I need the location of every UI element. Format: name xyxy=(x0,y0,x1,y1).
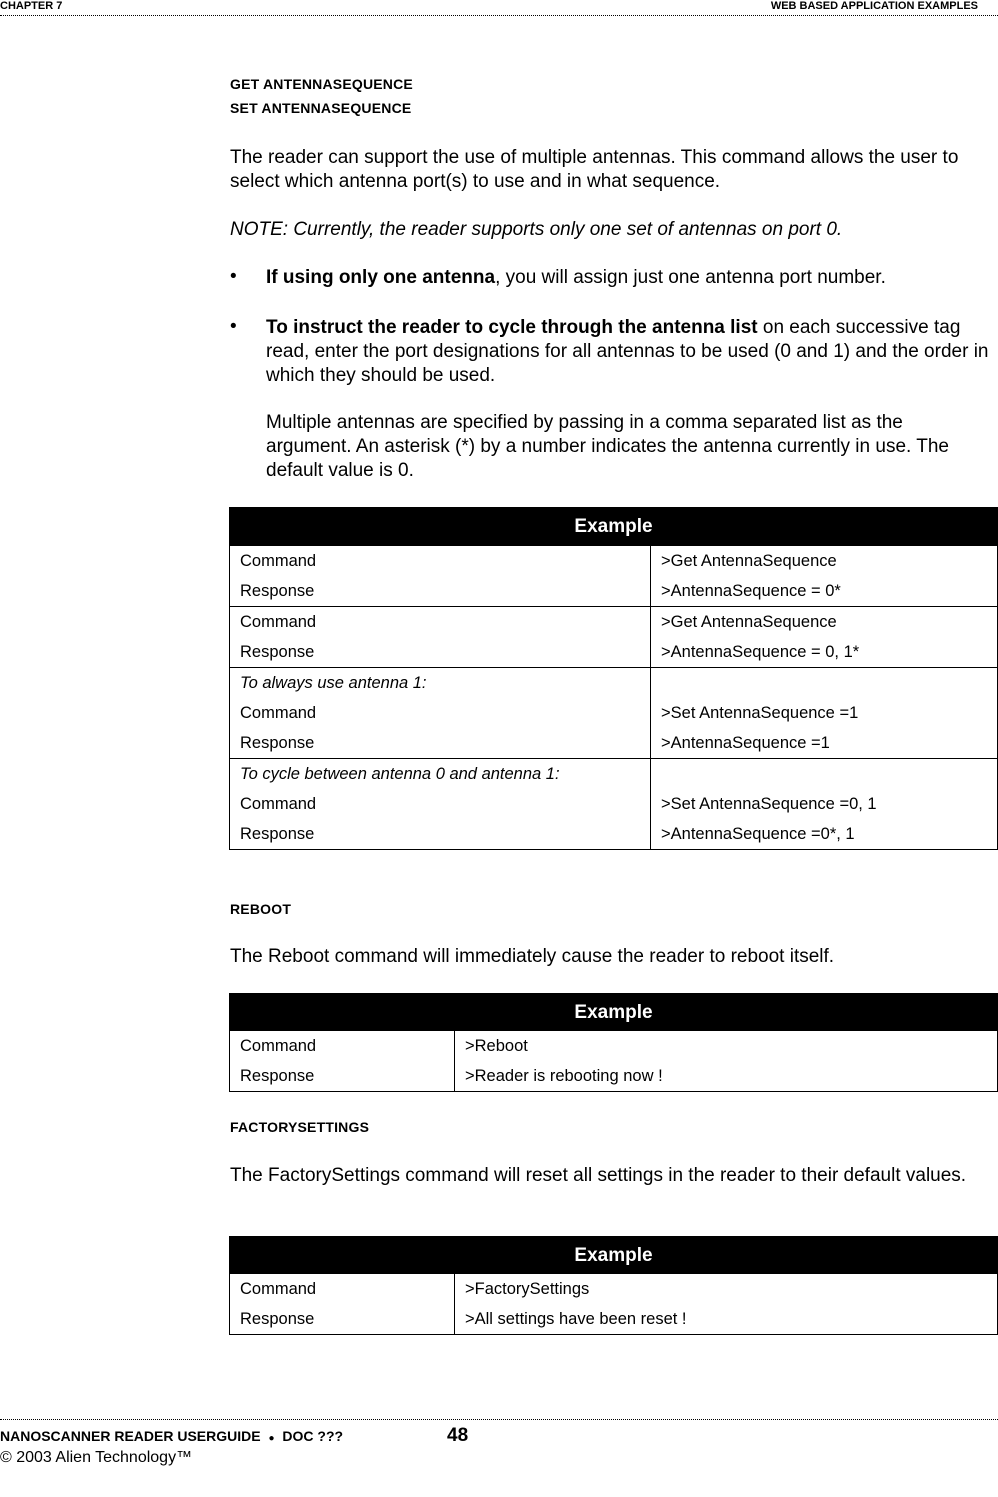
table-row xyxy=(230,637,997,667)
cell: Response xyxy=(240,734,315,752)
cell: Response xyxy=(240,825,315,843)
reboot-example-table xyxy=(229,993,998,1092)
table-row xyxy=(230,789,997,819)
section-title-factorysettings: FACTORYSETTINGS xyxy=(230,1119,370,1135)
copyright: © 2003 Alien Technology™ xyxy=(0,1449,193,1466)
cell: >Get AntennaSequence xyxy=(661,613,837,631)
reboot-paragraph: The Reboot command will immediately cause the reader to reboot itself. xyxy=(230,946,835,967)
cell: To always use antenna 1: xyxy=(240,674,427,692)
table-body xyxy=(230,1031,997,1091)
antennasequence-example-table xyxy=(229,507,998,850)
bullet-paragraph: Multiple antennas are specified by passing in a comma separated list as the argument. An asterisk (*) by a number indicates the antenna currently in use. The default value is 0. xyxy=(266,412,949,481)
bullet-item-cycle xyxy=(266,316,991,388)
cell: >Reboot xyxy=(465,1037,528,1055)
section-title-get-antennasequence: GET ANTENNASEQUENCE xyxy=(230,76,413,92)
cell: Command xyxy=(240,704,317,722)
bullet-text: , you will assign just one antenna port number. xyxy=(495,267,886,288)
cell: >AntennaSequence =1 xyxy=(661,734,830,752)
cell: >AntennaSequence =0*, 1 xyxy=(661,825,855,843)
table-header: Example xyxy=(230,994,997,1031)
table-caption xyxy=(230,759,997,789)
bullet-item-one-antenna xyxy=(266,266,991,290)
table-row xyxy=(230,1031,997,1061)
doc-number: DOC ??? xyxy=(282,1428,344,1444)
bullet-icon: • xyxy=(230,316,237,337)
table-row xyxy=(230,728,997,758)
cell: To cycle between antenna 0 and antenna 1: xyxy=(240,765,560,783)
table-row xyxy=(230,546,997,576)
cell: Command xyxy=(240,613,317,631)
guide-name: NANOSCANNER READER USERGUIDE xyxy=(0,1428,261,1444)
table-row xyxy=(230,1274,997,1304)
bullet-bold: If using only one antenna xyxy=(266,267,496,288)
cell: Response xyxy=(240,1067,315,1085)
cell: Command xyxy=(240,795,317,813)
table-group xyxy=(230,545,997,606)
footer-doc-title xyxy=(0,1428,343,1444)
note-paragraph: NOTE: Currently, the reader supports only one set of antennas on port 0. xyxy=(230,219,843,240)
cell: >Set AntennaSequence =1 xyxy=(661,704,859,722)
section-title-reboot: REBOOT xyxy=(230,901,292,917)
table-caption xyxy=(230,668,997,698)
table-header: Example xyxy=(230,508,997,545)
footer-rule xyxy=(0,1419,998,1420)
bullet-bold: To instruct the reader to cycle through the antenna list xyxy=(266,317,758,338)
cell: >All settings have been reset ! xyxy=(465,1310,687,1328)
table-group xyxy=(230,606,997,667)
bullet-icon: • xyxy=(230,266,237,287)
cell: >Get AntennaSequence xyxy=(661,552,837,570)
cell: >AntennaSequence = 0* xyxy=(661,582,841,600)
intro-paragraph: The reader can support the use of multiple antennas. This command allows the user to select which antenna port(s) to use and in what sequence. xyxy=(230,147,959,192)
cell: Response xyxy=(240,1310,315,1328)
bullet-text: on each successive tag read, enter the port designations for all antennas to be used (0 and 1) and the order in which they should be used. xyxy=(266,317,989,386)
table-row xyxy=(230,576,997,606)
section-title-set-antennasequence: SET ANTENNASEQUENCE xyxy=(230,100,412,116)
table-header: Example xyxy=(230,1237,997,1274)
cell: >AntennaSequence = 0, 1* xyxy=(661,643,860,661)
table-row xyxy=(230,607,997,637)
table-row xyxy=(230,1061,997,1091)
table-body xyxy=(230,545,997,849)
factorysettings-paragraph: The FactorySettings command will reset all settings in the reader to their default values. xyxy=(230,1165,967,1186)
cell: >Set AntennaSequence =0, 1 xyxy=(661,795,877,813)
cell: Response xyxy=(240,643,315,661)
cell: Response xyxy=(240,582,315,600)
table-group xyxy=(230,667,997,758)
bullet-icon: ● xyxy=(268,1433,275,1444)
cell: Command xyxy=(240,1037,317,1055)
chapter-title: WEB BASED APPLICATION EXAMPLES xyxy=(770,0,978,12)
cell: Command xyxy=(240,1280,317,1298)
factorysettings-example-table xyxy=(229,1236,998,1335)
cell: Command xyxy=(240,552,317,570)
header-rule xyxy=(0,15,998,16)
table-row xyxy=(230,819,997,849)
table-row xyxy=(230,1304,997,1334)
chapter-label: CHAPTER 7 xyxy=(0,0,63,12)
cell: >Reader is rebooting now ! xyxy=(465,1067,663,1085)
table-row xyxy=(230,698,997,728)
table-body xyxy=(230,1274,997,1334)
page-number: 48 xyxy=(447,1425,469,1446)
cell: >FactorySettings xyxy=(465,1280,590,1298)
table-group xyxy=(230,758,997,849)
